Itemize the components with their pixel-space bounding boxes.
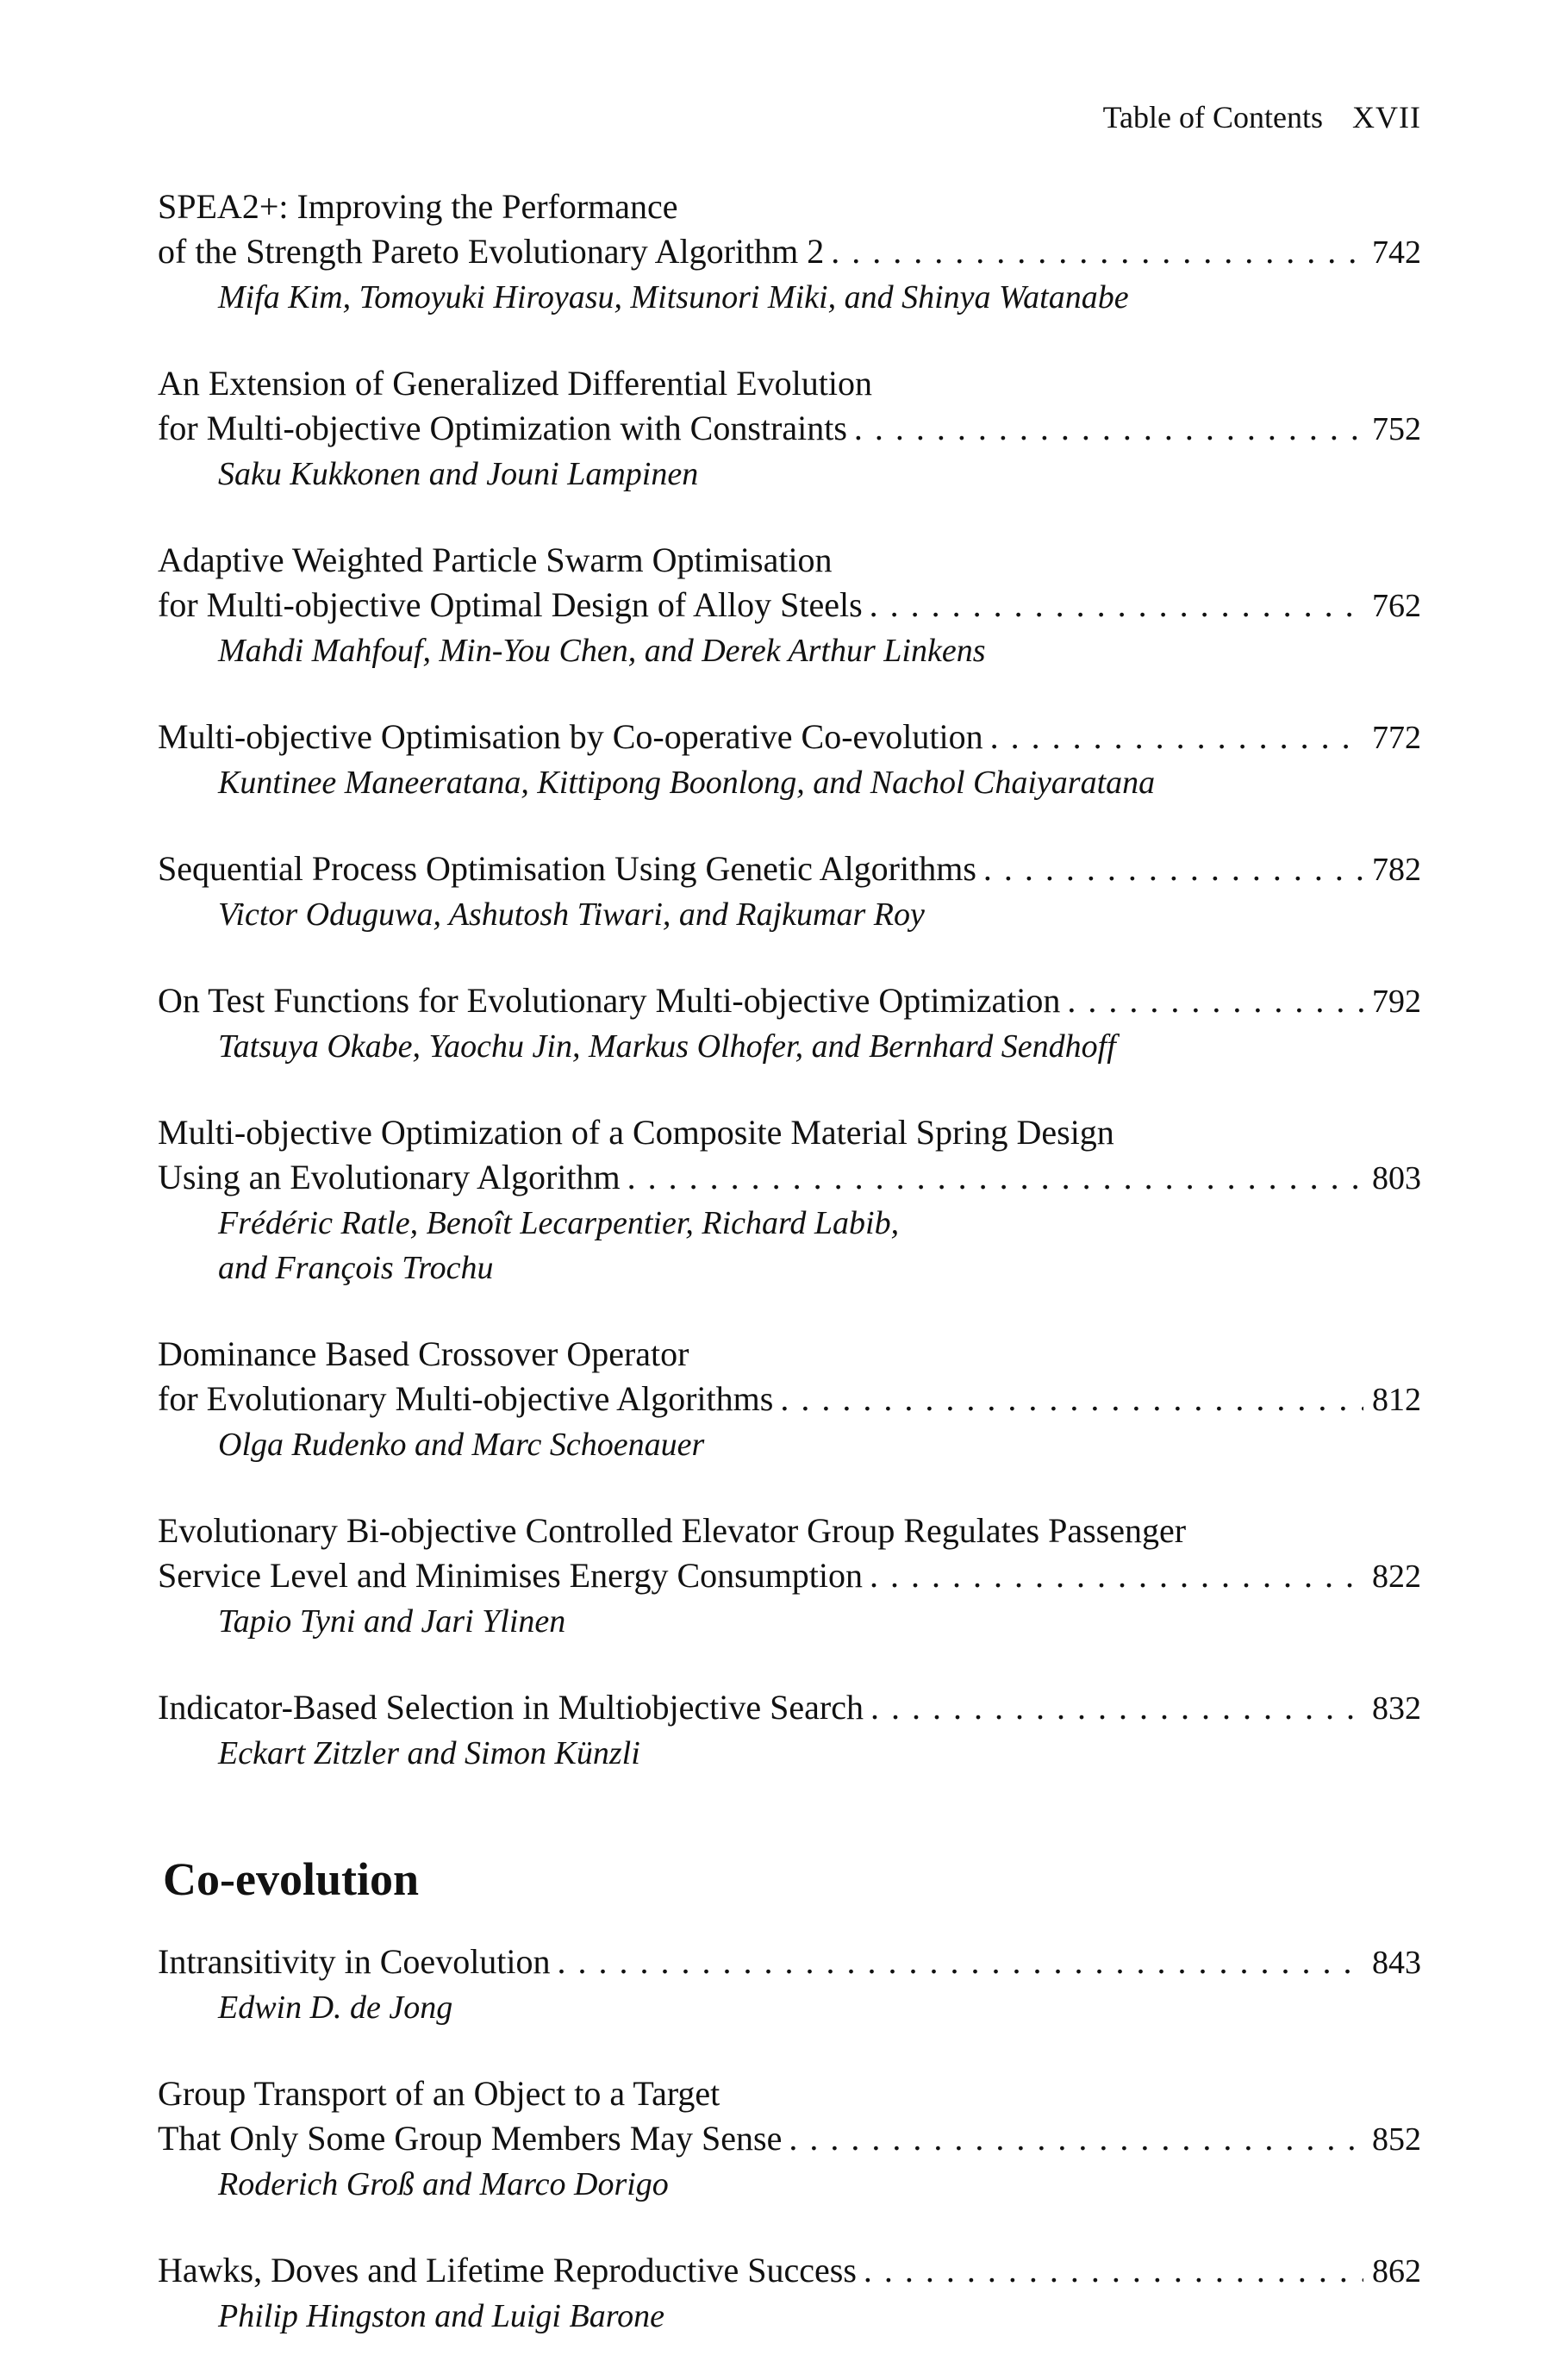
header-page-number: XVII [1352, 100, 1421, 134]
entry-page-number: 772 [1372, 720, 1421, 756]
entry-authors: Mifa Kim, Tomoyuki Hiroyasu, Mitsunori Miki, and Shinya Watanabe [218, 279, 1129, 315]
running-header [158, 97, 1421, 138]
entry-title-line: Service Level and Minimises Energy Consumption [158, 1556, 864, 1595]
entry-title-line: That Only Some Group Members May Sense [158, 2119, 783, 2158]
entry-page-number: 852 [1372, 2121, 1421, 2158]
entry-title-line: An Extension of Generalized Differential Evolution [158, 364, 873, 403]
dot-leader [780, 1377, 1363, 1421]
entry-authors: Olga Rudenko and Marc Schoenauer [218, 1427, 705, 1463]
toc-entry [158, 1332, 1421, 1467]
entry-page-number: 812 [1372, 1382, 1421, 1418]
entry-title-line: Multi-objective Optimization of a Composite Material Spring Design [158, 1113, 1114, 1152]
header-title: Table of Contents [1102, 100, 1324, 134]
entry-title-line: of the Strength Pareto Evolutionary Algorithm 2 [158, 232, 825, 271]
entry-title-row [158, 1553, 1421, 1599]
table-of-contents [158, 184, 1421, 2380]
toc-entry [158, 2248, 1421, 2339]
entry-authors: and François Trochu [218, 1250, 494, 1286]
dot-leader [558, 1940, 1363, 1984]
toc-entry [158, 715, 1421, 805]
entry-page-number: 762 [1372, 588, 1421, 624]
entry-title-row [158, 2248, 1421, 2294]
entry-page-number: 843 [1372, 1945, 1421, 1981]
entry-title-line: Multi-objective Optimisation by Co-operative Co-evolution [158, 717, 983, 756]
entry-title-line: Using an Evolutionary Algorithm [158, 1158, 621, 1196]
toc-entry [158, 1685, 1421, 1776]
entry-authors: Kuntinee Maneeratana, Kittipong Boonlong, and Nachol Chaiyaratana [218, 765, 1156, 801]
entry-title-line: Hawks, Doves and Lifetime Reproductive Success [158, 2251, 857, 2289]
entry-authors: Roderich Groß and Marco Dorigo [218, 2166, 669, 2202]
dot-leader [1067, 978, 1363, 1023]
entry-title-row [158, 583, 1421, 628]
entry-authors: Frédéric Ratle, Benoît Lecarpentier, Richard Labib, [218, 1205, 900, 1241]
entry-authors: Victor Oduguwa, Ashutosh Tiwari, and Rajkumar Roy [218, 896, 925, 933]
toc-section [158, 1853, 1421, 2339]
entry-page-number: 862 [1372, 2253, 1421, 2289]
entry-authors: Saku Kukkonen and Jouni Lampinen [218, 456, 699, 492]
dot-leader [864, 2248, 1363, 2293]
entry-title-row [158, 978, 1421, 1024]
entry-title-line: SPEA2+: Improving the Performance [158, 187, 678, 226]
entry-title-row [158, 715, 1421, 760]
entry-title-row [158, 1685, 1421, 1731]
toc-entry [158, 1509, 1421, 1644]
entry-page-number: 742 [1372, 234, 1421, 271]
entry-title-line: Group Transport of an Object to a Target [158, 2074, 720, 2113]
entry-authors: Tapio Tyni and Jari Ylinen [218, 1603, 566, 1640]
entry-authors: Eckart Zitzler and Simon Künzli [218, 1735, 640, 1771]
entry-title-line: for Multi-objective Optimal Design of Alloy Steels [158, 585, 863, 624]
entry-authors: Philip Hingston and Luigi Barone [218, 2298, 664, 2334]
entry-page-number: 822 [1372, 1559, 1421, 1595]
toc-entry [158, 846, 1421, 937]
entry-page-number: 752 [1372, 411, 1421, 447]
entry-title-line: Dominance Based Crossover Operator [158, 1334, 689, 1373]
dot-leader [789, 2116, 1363, 2161]
entry-title-line: Evolutionary Bi-objective Controlled Elevator Group Regulates Passenger [158, 1511, 1187, 1550]
entry-title-row [158, 229, 1421, 275]
entry-title-row [158, 1940, 1421, 1985]
entry-title-row [158, 406, 1421, 452]
entry-page-number: 782 [1372, 852, 1421, 888]
entry-authors: Edwin D. de Jong [218, 1990, 453, 2026]
entry-authors: Tatsuya Okabe, Yaochu Jin, Markus Olhofer, and Bernhard Sendhoff [218, 1028, 1116, 1065]
entry-title-line: Indicator-Based Selection in Multiobjective Search [158, 1688, 864, 1727]
toc-section [158, 184, 1421, 1776]
toc-entry [158, 2071, 1421, 2207]
toc-entry [158, 978, 1421, 1069]
entry-title-line: for Multi-objective Optimization with Constraints [158, 409, 847, 447]
entry-authors: Mahdi Mahfouf, Min-You Chen, and Derek Arthur Linkens [218, 633, 986, 669]
dot-leader [983, 846, 1363, 891]
toc-entry [158, 184, 1421, 320]
entry-title-row [158, 1377, 1421, 1422]
toc-entry [158, 361, 1421, 497]
entry-page-number: 832 [1372, 1690, 1421, 1727]
dot-leader [870, 1553, 1363, 1598]
toc-entry [158, 1940, 1421, 2030]
dot-leader [870, 1685, 1363, 1730]
entry-title-row [158, 846, 1421, 892]
entry-title-line: Adaptive Weighted Particle Swarm Optimisation [158, 540, 833, 579]
toc-entry [158, 538, 1421, 673]
entry-title-line: for Evolutionary Multi-objective Algorithms [158, 1379, 774, 1418]
entry-title-row [158, 2116, 1421, 2162]
dot-leader [831, 229, 1363, 274]
section-heading: Co-evolution [163, 1853, 419, 1905]
entry-title-line: Intransitivity in Coevolution [158, 1942, 551, 1981]
dot-leader [870, 583, 1363, 628]
dot-leader [627, 1155, 1363, 1200]
entry-page-number: 792 [1372, 984, 1421, 1020]
entry-title-line: On Test Functions for Evolutionary Multi-objective Optimization [158, 981, 1061, 1020]
toc-entry [158, 1110, 1421, 1290]
entry-title-row [158, 1155, 1421, 1201]
entry-title-line: Sequential Process Optimisation Using Genetic Algorithms [158, 849, 976, 888]
dot-leader [854, 406, 1363, 451]
dot-leader [990, 715, 1363, 759]
entry-page-number: 803 [1372, 1160, 1421, 1196]
